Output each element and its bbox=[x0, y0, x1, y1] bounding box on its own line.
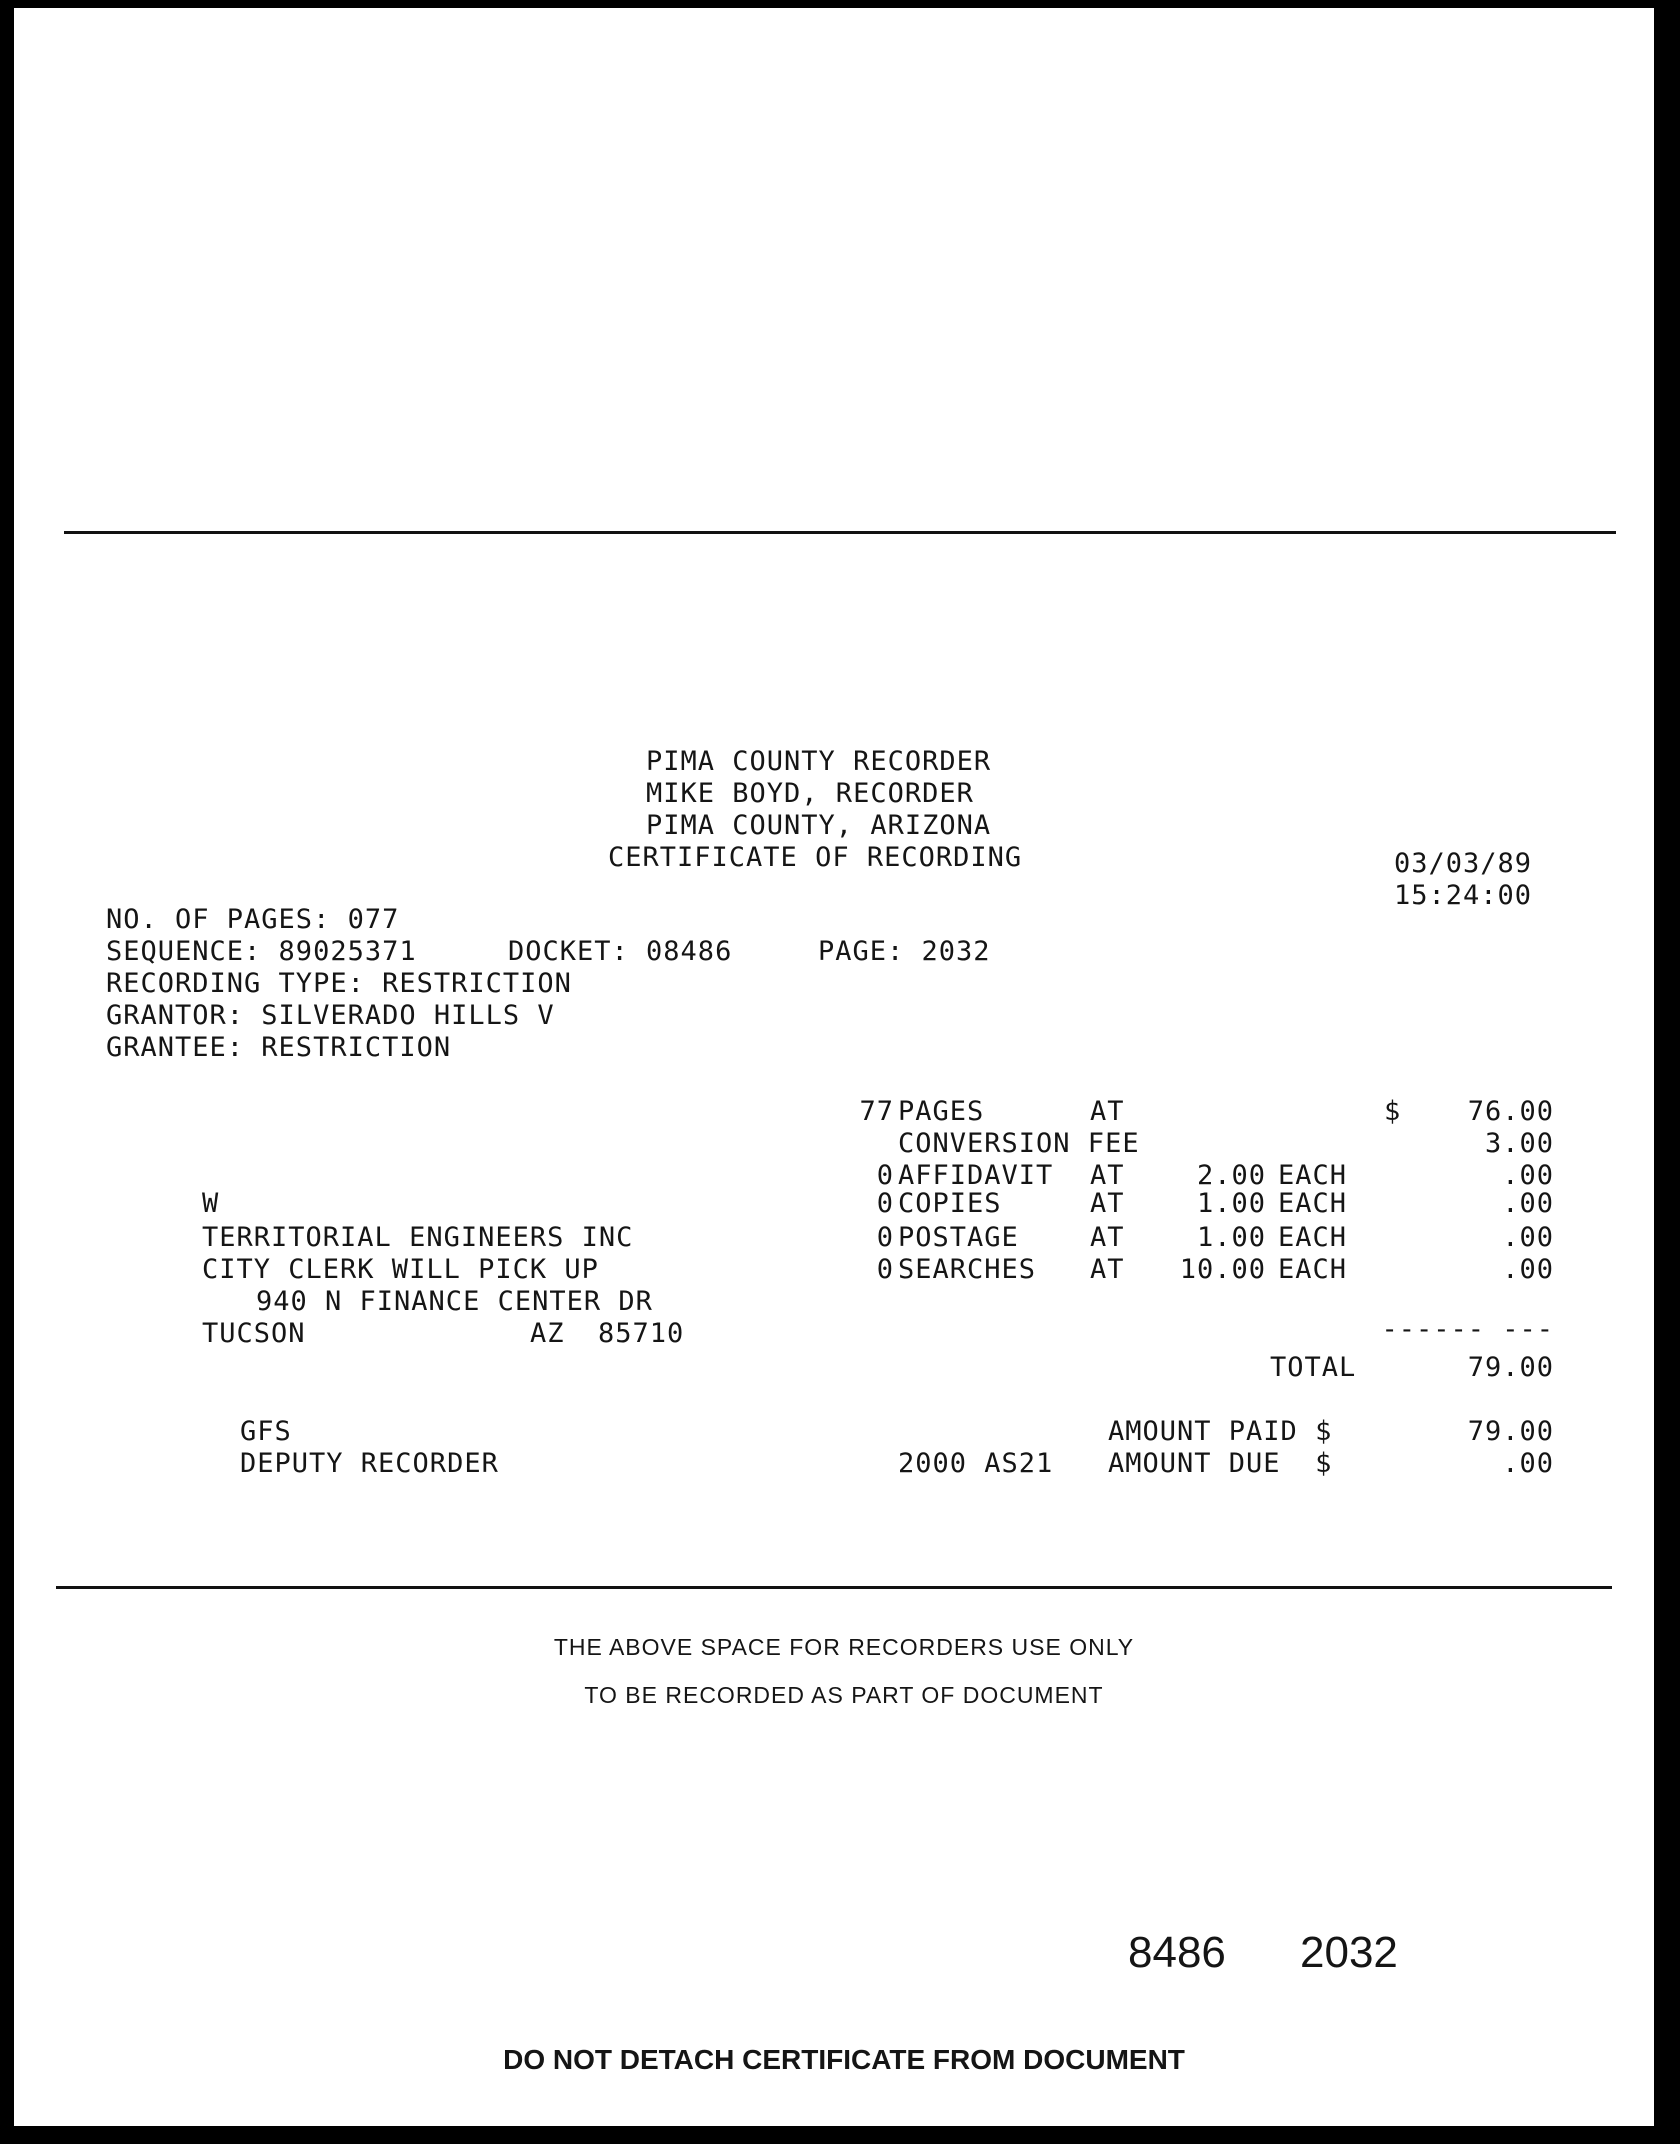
header-line-2: MIKE BOYD, RECORDER bbox=[646, 778, 974, 809]
fee-item: PAGES bbox=[898, 1096, 985, 1127]
docket-number: DOCKET: 08486 bbox=[508, 936, 733, 967]
fee-rate: 2.00 bbox=[1196, 1160, 1266, 1191]
fee-amount: 3.00 bbox=[1484, 1128, 1554, 1159]
address-city: TUCSON bbox=[202, 1318, 306, 1349]
stamp-docket-number: 8486 bbox=[1128, 1928, 1226, 1977]
receipt-code: 2000 AS21 bbox=[898, 1448, 1054, 1479]
fee-amount: .00 bbox=[1502, 1222, 1554, 1253]
address-line-1: W bbox=[202, 1188, 220, 1219]
fee-qty: 0 bbox=[876, 1188, 894, 1219]
detach-warning: DO NOT DETACH CERTIFICATE FROM DOCUMENT bbox=[503, 2044, 1185, 2075]
bottom-divider bbox=[56, 1586, 1612, 1589]
fee-each: EACH bbox=[1278, 1160, 1348, 1191]
fee-at: AT bbox=[1090, 1096, 1125, 1127]
deputy-initials: GFS bbox=[240, 1416, 292, 1447]
deputy-title: DEPUTY RECORDER bbox=[240, 1448, 499, 1479]
fee-rate: 1.00 bbox=[1196, 1188, 1266, 1219]
grantor: GRANTOR: SILVERADO HILLS V bbox=[106, 1000, 555, 1031]
fee-qty: 0 bbox=[876, 1254, 894, 1285]
amount-due: .00 bbox=[1502, 1448, 1554, 1479]
fee-qty: 0 bbox=[876, 1222, 894, 1253]
record-time: 15:24:00 bbox=[1394, 880, 1533, 911]
fee-each: EACH bbox=[1278, 1254, 1348, 1285]
fee-item: AFFIDAVIT bbox=[898, 1160, 1054, 1191]
address-line-3: CITY CLERK WILL PICK UP bbox=[202, 1254, 599, 1285]
header-line-1: PIMA COUNTY RECORDER bbox=[646, 746, 992, 777]
recorded-as-part-note: TO BE RECORDED AS PART OF DOCUMENT bbox=[584, 1682, 1104, 1708]
recorders-use-note: THE ABOVE SPACE FOR RECORDERS USE ONLY bbox=[553, 1634, 1135, 1660]
fee-amount: .00 bbox=[1502, 1254, 1554, 1285]
fee-item: POSTAGE bbox=[898, 1222, 1019, 1253]
fee-each: EACH bbox=[1278, 1188, 1348, 1219]
fee-dollar: $ bbox=[1384, 1096, 1402, 1127]
amount-paid-label: AMOUNT PAID $ bbox=[1108, 1416, 1333, 1447]
fee-rate: 10.00 bbox=[1179, 1254, 1266, 1285]
address-state: AZ bbox=[530, 1318, 565, 1349]
header-line-4: CERTIFICATE OF RECORDING bbox=[608, 842, 1023, 873]
total-underline: ------ --- bbox=[1381, 1314, 1554, 1345]
amount-paid: 79.00 bbox=[1467, 1416, 1554, 1447]
fee-at: AT bbox=[1090, 1222, 1125, 1253]
total-label: TOTAL bbox=[1270, 1352, 1357, 1383]
certificate-page bbox=[14, 8, 1654, 2126]
fee-each: EACH bbox=[1278, 1222, 1348, 1253]
address-line-2: TERRITORIAL ENGINEERS INC bbox=[202, 1222, 634, 1253]
fee-at: AT bbox=[1090, 1254, 1125, 1285]
stamp-page-number: 2032 bbox=[1300, 1928, 1398, 1977]
fee-item: CONVERSION FEE bbox=[898, 1128, 1140, 1159]
record-date: 03/03/89 bbox=[1394, 848, 1533, 879]
fee-qty: 77 bbox=[859, 1096, 894, 1127]
address-line-4: 940 N FINANCE CENTER DR bbox=[256, 1286, 653, 1317]
fee-at: AT bbox=[1090, 1160, 1125, 1191]
recording-type: RECORDING TYPE: RESTRICTION bbox=[106, 968, 572, 999]
grantee: GRANTEE: RESTRICTION bbox=[106, 1032, 452, 1063]
fee-rate: 1.00 bbox=[1196, 1222, 1266, 1253]
amount-due-label: AMOUNT DUE $ bbox=[1108, 1448, 1333, 1479]
sequence-number: SEQUENCE: 89025371 bbox=[106, 936, 417, 967]
fee-at: AT bbox=[1090, 1188, 1125, 1219]
fee-item: SEARCHES bbox=[898, 1254, 1037, 1285]
page-number: PAGE: 2032 bbox=[818, 936, 991, 967]
header-line-3: PIMA COUNTY, ARIZONA bbox=[646, 810, 992, 841]
number-of-pages: NO. OF PAGES: 077 bbox=[106, 904, 400, 935]
fee-amount: .00 bbox=[1502, 1160, 1554, 1191]
fee-amount: .00 bbox=[1502, 1188, 1554, 1219]
fee-qty: 0 bbox=[876, 1160, 894, 1191]
address-zip: 85710 bbox=[598, 1318, 685, 1349]
fee-amount: 76.00 bbox=[1467, 1096, 1554, 1127]
total-amount: 79.00 bbox=[1467, 1352, 1554, 1383]
fee-item: COPIES bbox=[898, 1188, 1002, 1219]
top-divider bbox=[64, 531, 1616, 534]
